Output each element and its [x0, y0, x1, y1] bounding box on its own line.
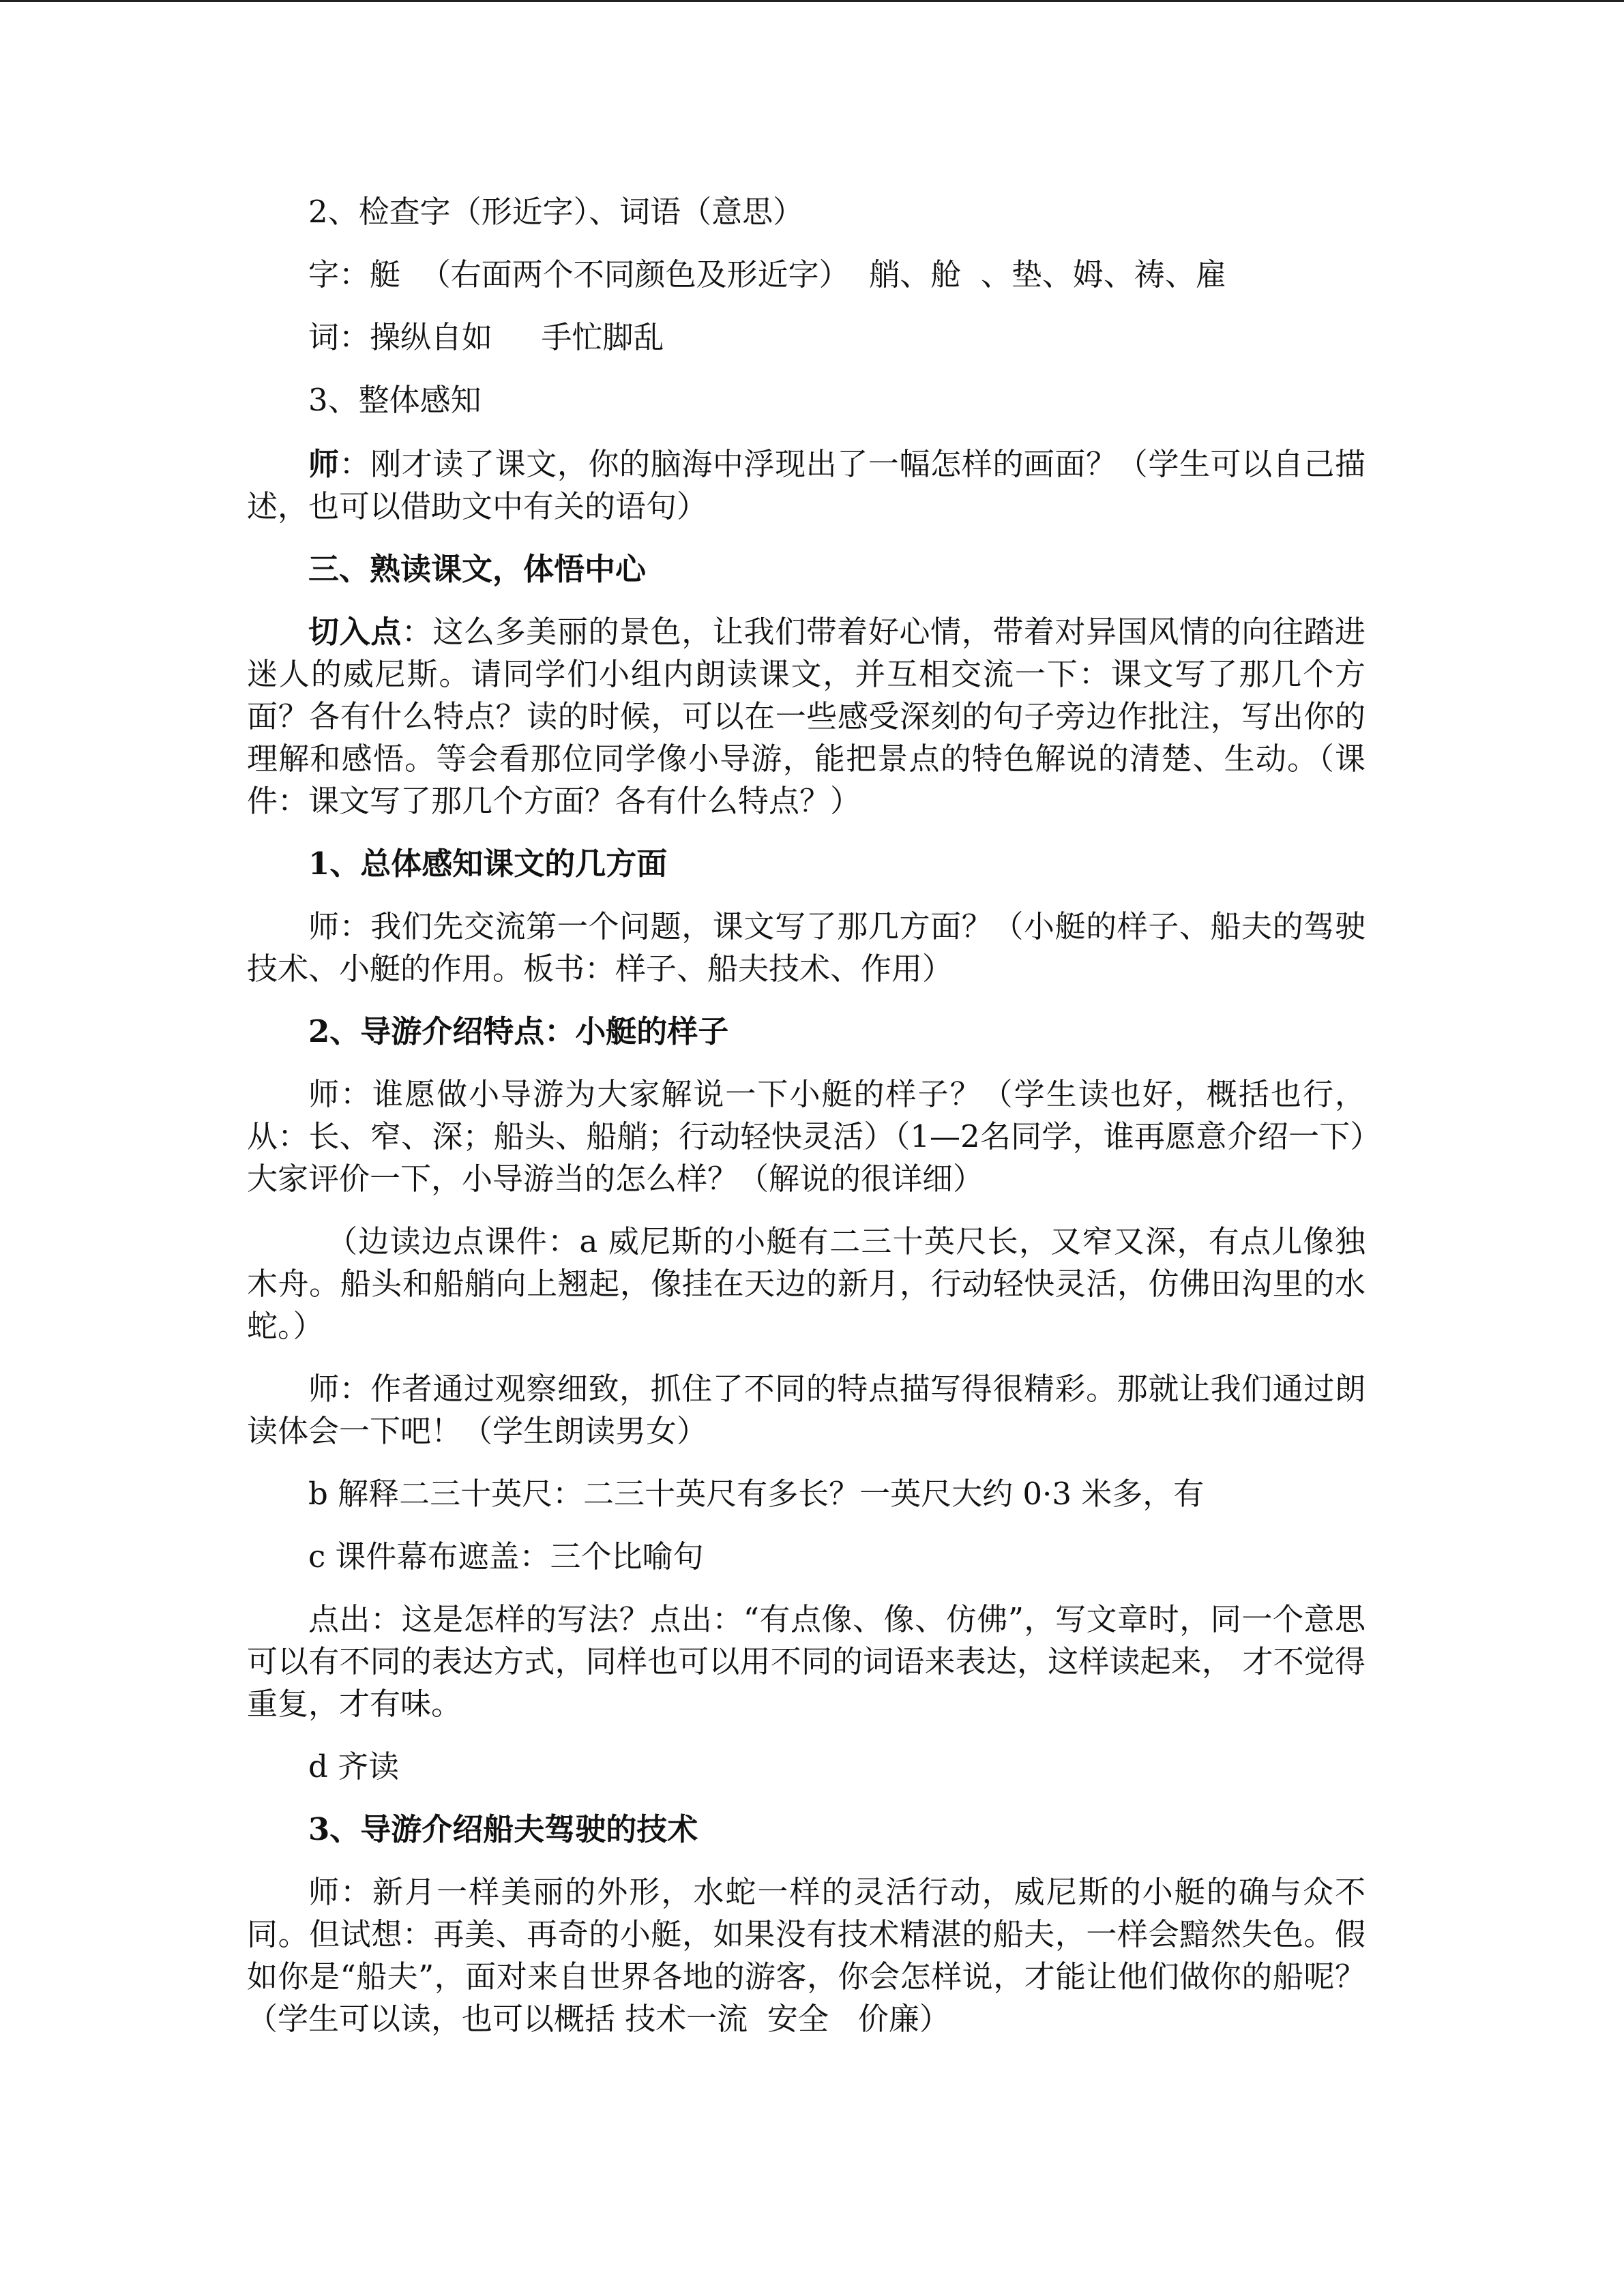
speaker-label: 师	[308, 446, 340, 482]
subheading-overall: 1、总体感知课文的几方面	[308, 846, 668, 882]
line-characters: 字：艇 （右面两个不同颜色及形近字） 艄、舱 、垫、姆、祷、雇	[308, 256, 1226, 293]
paragraph-author-observation: 师：作者通过观察细致，抓住了不同的特点描写得很精彩。那就让我们通过朗读体会一下吧！（学生朗读男女）	[247, 1371, 1365, 1449]
subheading-boatman-skill: 3、导游介绍船夫驾驶的技术	[308, 1811, 698, 1847]
line-overall-perception: 3、整体感知	[308, 382, 482, 418]
paragraph-courseware-a: （边读边点课件：a 威尼斯的小艇有二三十英尺长，又窄又深，有点儿像独木舟。船头和船艄向上翘起，像挂在天边的新月，行动轻快灵活，仿佛田沟里的水蛇。）	[247, 1223, 1365, 1344]
line-words: 词：操纵自如 手忙脚乱	[308, 319, 664, 355]
section-heading-3: 三、熟读课文，体悟中心	[308, 551, 647, 587]
line-metaphors: c 课件幕布遮盖：三个比喻句	[308, 1538, 704, 1575]
subheading-boat-shape: 2、导游介绍特点：小艇的样子	[308, 1013, 729, 1049]
paragraph-teacher-question: 师：刚才读了课文，你的脑海中浮现出了一幅怎样的画面？（学生可以自己描述，也可以借助文中有关的语句）	[247, 446, 1365, 524]
document-page	[247, 191, 1365, 2040]
page-top-border	[0, 0, 1624, 2]
paragraph-writing-method: 点出：这是怎样的写法？点出：“有点像、像、仿佛”，写文章时，同一个意思可以有不同的表达方式，同样也可以用不同的词语来表达，这样读起来， 才不觉得重复，才有味。	[247, 1601, 1365, 1722]
entry-point-label: 切入点	[308, 614, 402, 650]
paragraph-first-question: 师：我们先交流第一个问题，课文写了那几方面？（小艇的样子、船夫的驾驶技术、小艇的作用。板书：样子、船夫技术、作用）	[247, 908, 1365, 987]
paragraph-entry-point: 切入点：这么多美丽的景色，让我们带着好心情，带着对异国风情的向往踏进迷人的威尼斯。请同学们小组内朗读课文，并互相交流一下：课文写了那几个方面？各有什么特点？读的时候，可以在一些感受深刻的句子旁边作批注，写出你的理解和感悟。等会看那位同学像小导游，能把景点的特色解说的清楚、生动。（课件：课文写了那几个方面？各有什么特点？）	[247, 614, 1365, 819]
line-read-together: d 齐读	[308, 1748, 400, 1785]
line-explain-feet: b 解释二三十英尺：二三十英尺有多长？一英尺大约 0·3 米多，有	[308, 1476, 1205, 1512]
paragraph-guide-explain: 师：谁愿做小导游为大家解说一下小艇的样子？（学生读也好，概括也行，从：长、窄、深；船头、船艄；行动轻快灵活）（1—2名同学，谁再愿意介绍一下）大家评价一下，小导游当的怎么样？（解说的很详细）	[247, 1076, 1365, 1197]
line-check-words: 2、检查字（形近字）、词语（意思）	[308, 194, 804, 230]
paragraph-boatman: 师：新月一样美丽的外形，水蛇一样的灵活行动，威尼斯的小艇的确与众不同。但试想：再美、再奇的小艇，如果没有技术精湛的船夫，一样会黯然失色。假如你是“船夫”，面对来自世界各地的游客，你会怎样说，才能让他们做你的船呢？（学生可以读，也可以概括 技术一流 安全 价廉）	[247, 1874, 1365, 2037]
